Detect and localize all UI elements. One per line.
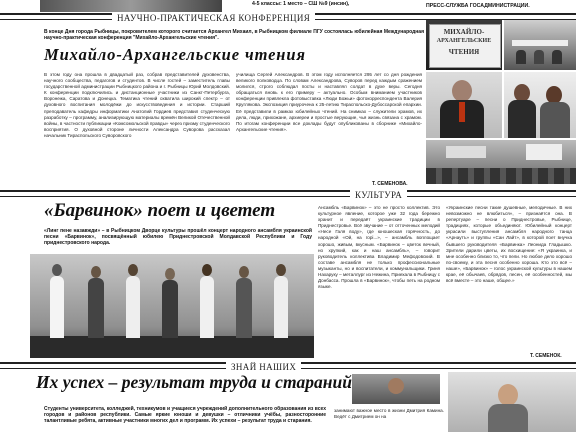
section-label-culture: КУЛЬТУРА: [350, 190, 407, 200]
conference-lecture-photo: [504, 20, 576, 70]
top-photo-strip: [40, 0, 222, 12]
banner-line2: АРХАНГЕЛЬСКИЕ: [436, 38, 492, 44]
press-service: ПРЕСС-СЛУЖБА ГОСАДМИНИСТРАЦИИ.: [426, 3, 530, 9]
banner-line3: ЧТЕНИЯ: [448, 48, 480, 56]
culture-col2: «Украинские песни такие душевные, мелодичные. В них невозможно не влюбиться», – признаётся она. В репертуаре – песни о Приднестровье, Рыбнице, традициях, которые объединяют. Юбилейный концерт украсили выступления ансамбля народного танца «Арнаутъ» и группы «Сан Лайт», в которой поет внучка бывшего руководителя «Барвинка» Леонида Гладышко. Зрители дарили цветы, их восхищение: «Я украинка, и мне особенно близко то, что пели. Но любое дело хорошо по-своему, и эта песня особенно хороша. Кто это всё – наше», «Барвинок» – голос украинской культуры в нашем крае, её обычаев, обрядов, песен, её особенностей, мы всё вместе – это наше, общее.»: [446, 205, 572, 284]
banner-line1: МИХАЙЛО-: [443, 28, 485, 36]
success-photo-left: [352, 374, 440, 404]
conference-women-photo: [504, 72, 576, 138]
section-label-know-ours: ЗНАЙ НАШИХ: [226, 362, 301, 372]
conference-headline: Михайло-Архангельские чтения: [44, 45, 306, 64]
concert-photo: [30, 254, 314, 358]
culture-col1: Ансамбль «Барвинок» – это не просто коллектив. Это культурное явление, которое уже 32 года бережно хранит и передаёт украинские традиции в Приднестровье. Всё звучание – от отточенных мелодий «Несе Галя воду», где юношеская горячность, до народной «Ой, на горі...», – ансамбль воплощает хорошо, живым, вкусным. «Барвинок – цветок вечный, но хрупкий, как и наш ансамбль», – говорит руководитель коллектива Владимир Мефодовский. В составе ансамбля не только профессиональные музыканты, но и воспитатели, и коммунальщики. Гриня Нахаруку – металлург из Нежина, Приехала в Рыбницу с Донбасса. Прошла в «Барвинок», чтобы петь на родном языке.: [318, 205, 440, 290]
conference-hall-photo: [426, 140, 576, 184]
culture-headline: «Барвинок» поет и цветет: [44, 200, 276, 221]
conference-banner-photo: [426, 20, 502, 70]
score-line: 4-5 классы: 1 место – СШ №9 (инсин),: [252, 1, 350, 7]
success-col1: занимают важное место в жизни Дмитрия Камина. Ведёт с Дмитрием он на: [334, 408, 444, 420]
success-lead: Студенты университета, колледжей, техникумов и учащиеся учреждений дополнительного образования из всех городов и районов республики. Самые яркие юноши и девушки – отличники учёбы, разносторонние талантливые ребята, активные участники многих дел и программ. Их успехи – результат труда и старания.: [44, 406, 326, 425]
culture-lead: «Линг пене назавжди» – в Рыбницком Дворце культуры прошёл концерт народного ансамбля украинской песни «Барвинок», посвящённый юбилею Приднестровской Молдавской Республики и Году приднестровского народа.: [44, 228, 312, 247]
conference-col2: училища Сергей Александров. В этом году исполняется 295 лет со дня рождения великого полководца. По словам Александрова, Суворов перед каждым сражением молился, строго соблюдал посты и наставлял солдат в духе веры. Сегодня обращаться вновь к его примеру – актуально. Особым вниманием участников конференции привлекла фотовыставка «Люди Божьи» фотокорреспондента Валерия Круглякова. Экспозиция приурочена к 25-летию Тираспольско-Дубоссарской епархии. Её представили в рамках юбилейных чтений. На снимках – служители храмов, их дела, люди, прихожане, архиереи и простые верующие, чья жизнь связана с храмом. По итогам конференции все доклады будут опубликованы в сборнике «Михайло-Архангельские чтения».: [236, 72, 422, 132]
conference-signature: Т. СЕМЕНОВА.: [372, 181, 408, 187]
section-label-conference: НАУЧНО-ПРАКТИЧЕСКАЯ КОНФЕРЕНЦИЯ: [112, 13, 315, 23]
success-headline: Их успех – результат труда и стараний: [36, 372, 352, 392]
success-photo-right: [448, 372, 576, 432]
conference-lead: В конце Дня города Рыбницы, покровителем которого считается Архангел Михаил, в Рыбницком филиале ПГУ состоялась юбилейная Международная научно-практическая конференция "Михайло-Архангельские чтения".: [44, 29, 424, 42]
culture-signature: Т. СЕМЕНОК.: [530, 353, 562, 359]
conference-speaker-photo: [426, 72, 502, 138]
conference-col1: В этом году она прошла в двадцатый раз, собрав представителей духовенства, научного сообщества, педагогов и студентов. В числе гостей – заместитель главы государственной администрации Рыбницкого района и г. Рыбницы Юрий Молдовский. К конференции подключились и дистанционные участники из Санкт-Петербурга, Воронежа, Саратова и Донецка. Тематика чтений охватила широкий спектр – от духовного воспитания молодёжи до искусствоведения и истории. Старший преподаватель кафедры информатики Анатолий Гордиев представил студенческую разработку – программу, анализирующую материалы времён Великой Отечественной войны, в частности публикации «Комсомольской правды» через призму студенческого восприятия. О духовной стороне личности Александра Суворова рассказал начальник Тираспольского Суворовского: [44, 72, 230, 138]
